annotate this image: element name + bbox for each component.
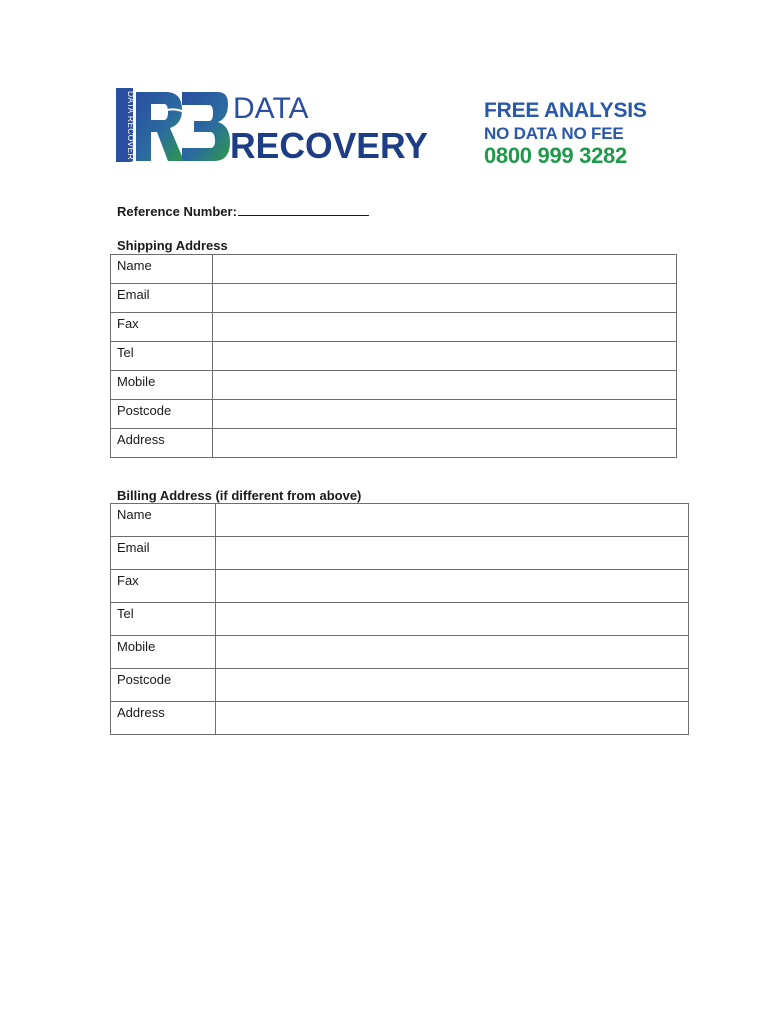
shipping-email-field[interactable] — [213, 284, 676, 312]
shipping-address-title: Shipping Address — [117, 238, 228, 253]
billing-address-cell — [215, 702, 688, 735]
table-row — [111, 255, 677, 284]
shipping-postcode-field[interactable] — [213, 400, 676, 428]
table-row — [111, 400, 677, 429]
shipping-mobile-cell — [212, 371, 676, 400]
promo-block — [484, 100, 684, 167]
billing-mobile-cell — [215, 636, 688, 669]
table-row — [111, 371, 677, 400]
shipping-tel-cell — [212, 342, 676, 371]
shipping-mobile-field[interactable] — [213, 371, 676, 399]
shipping-email-cell — [212, 284, 676, 313]
billing-tel-label: Tel — [111, 603, 216, 636]
table-row — [111, 284, 677, 313]
billing-address-table — [110, 503, 689, 735]
shipping-postcode-label: Postcode — [111, 400, 213, 429]
logo-three-digit — [182, 92, 230, 161]
shipping-fax-label: Fax — [111, 313, 213, 342]
billing-name-cell — [215, 504, 688, 537]
billing-mobile-field[interactable] — [216, 636, 688, 668]
table-row — [111, 603, 689, 636]
billing-tel-field[interactable] — [216, 603, 688, 635]
billing-postcode-label: Postcode — [111, 669, 216, 702]
billing-mobile-label: Mobile — [111, 636, 216, 669]
logo-vertical-text: DATA RECOVERY — [126, 91, 136, 166]
shipping-fax-field[interactable] — [213, 313, 676, 341]
shipping-postcode-cell — [212, 400, 676, 429]
shipping-tel-field[interactable] — [213, 342, 676, 370]
shipping-name-label: Name — [111, 255, 213, 284]
reference-number-blank[interactable] — [238, 203, 369, 216]
reference-number-row — [117, 203, 369, 219]
billing-fax-field[interactable] — [216, 570, 688, 602]
shipping-address-cell — [212, 429, 676, 458]
shipping-address-table — [110, 254, 677, 458]
r3-data-recovery-logo — [116, 88, 436, 168]
logo-word-recovery: RECOVERY — [230, 125, 428, 166]
billing-fax-label: Fax — [111, 570, 216, 603]
billing-address-title: Billing Address (if different from above) — [117, 488, 362, 503]
reference-number-label: Reference Number: — [117, 204, 237, 219]
billing-tel-cell — [215, 603, 688, 636]
shipping-mobile-label: Mobile — [111, 371, 213, 400]
logo-graphic — [116, 88, 436, 168]
billing-postcode-cell — [215, 669, 688, 702]
shipping-address-field[interactable] — [213, 429, 676, 457]
billing-email-cell — [215, 537, 688, 570]
table-row — [111, 702, 689, 735]
logo-r-letter — [136, 92, 184, 161]
table-row — [111, 313, 677, 342]
table-row — [111, 504, 689, 537]
table-row — [111, 570, 689, 603]
shipping-email-label: Email — [111, 284, 213, 313]
billing-address-field[interactable] — [216, 702, 688, 734]
billing-fax-cell — [215, 570, 688, 603]
table-row — [111, 537, 689, 570]
billing-email-field[interactable] — [216, 537, 688, 569]
promo-no-data-no-fee: NO DATA NO FEE — [484, 124, 624, 143]
logo-word-data: DATA — [233, 92, 309, 125]
promo-phone-number[interactable]: 0800 999 3282 — [484, 143, 627, 168]
shipping-name-field[interactable] — [213, 255, 676, 283]
promo-free-analysis: FREE ANALYSIS — [484, 99, 647, 122]
table-row — [111, 429, 677, 458]
billing-postcode-field[interactable] — [216, 669, 688, 701]
billing-email-label: Email — [111, 537, 216, 570]
shipping-tel-label: Tel — [111, 342, 213, 371]
billing-name-label: Name — [111, 504, 216, 537]
billing-address-label: Address — [111, 702, 216, 735]
shipping-address-label: Address — [111, 429, 213, 458]
shipping-fax-cell — [212, 313, 676, 342]
table-row — [111, 342, 677, 371]
billing-name-field[interactable] — [216, 504, 688, 536]
table-row — [111, 636, 689, 669]
shipping-name-cell — [212, 255, 676, 284]
table-row — [111, 669, 689, 702]
